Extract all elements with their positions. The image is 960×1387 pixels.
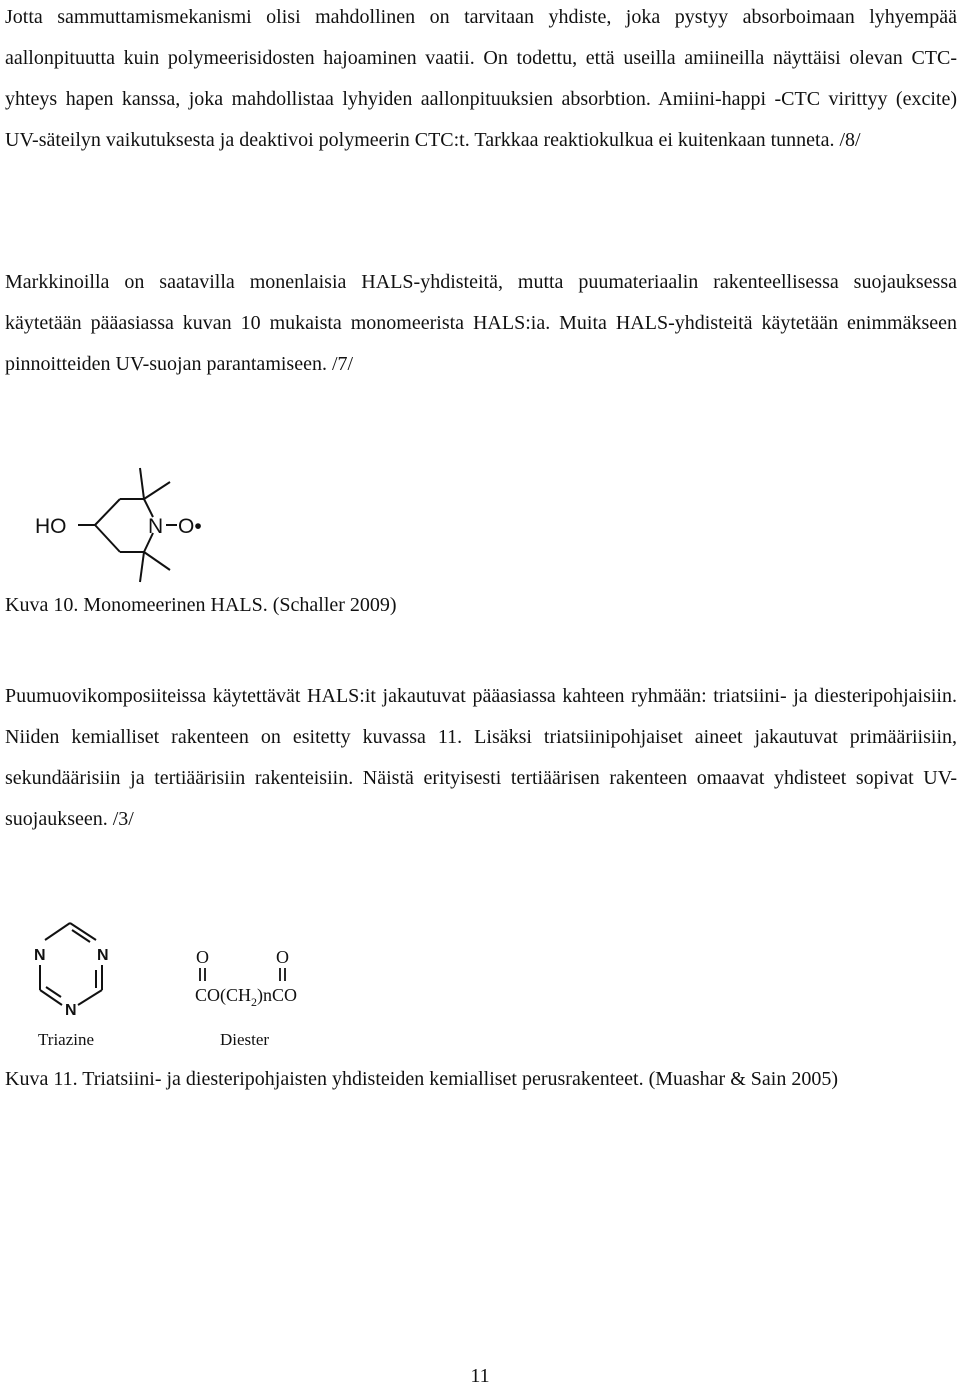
triazine-n-bottom: N — [65, 1002, 77, 1019]
paragraph-hals-wpc: Puumuovikomposiiteissa käytettävät HALS:it jakautuvat pääasiassa kahteen ryhmään: triatsiini- ja diesteripohjaisiin. Niiden kemialliset rakenteen on esitetty kuvassa 11. Lisäksi triatsiinipohjaiset aineet jakautuvat primääriisiin, sekundäärisiin ja tertiäärisiin rakenteisiin. Näistä erityisesti tertiäärisen rakenteen omaavat yhdisteet sopivat UV-suojaukseen. /3/ — [5, 685, 957, 830]
diester-double-bonds — [200, 968, 285, 981]
paragraph-hals-market: Markkinoilla on saatavilla monenlaisia HALS-yhdisteitä, mutta puumateriaalin rakenteellisessa suojauksessa käytetään pääasiassa kuvan 10 mukaista monomeerista HALS:ia. Muita HALS-yhdisteitä käytetään enimmäkseen pinnoitteiden UV-suojan parantamiseen. /7/ — [5, 271, 957, 375]
o-radical-label: O• — [178, 515, 202, 538]
ho-label: HO — [35, 515, 67, 538]
diester-name: Diester — [220, 1030, 270, 1049]
paragraph-ctc-mechanism: Jotta sammuttamismekanismi olisi mahdollinen on tarvitaan yhdiste, joka pystyy absorboimaan lyhyempää aallonpituutta kuin polymeerisidosten hajoaminen vaatii. On todettu, että useilla amiineilla näyttäisi olevan CTC-yhteys hapen kanssa, joka mahdollistaa lyhyiden aallonpituuksien absorbtion. Amiini-happi -CTC virittyy (excite) UV-säteilyn vaikutuksesta ja deaktivoi polymeerin CTC:t. Tarkkaa reaktiokulkua ei kuitenkaan tunneta. /8/ — [5, 6, 957, 151]
hals-structure-figure — [30, 462, 230, 587]
triazine-diester-figure — [30, 915, 330, 1055]
diester-o2: O — [276, 947, 289, 967]
triazine-ring — [40, 923, 102, 1005]
diester-formula: $CO(CH_2)nCO$ — [195, 985, 298, 1009]
triazine-n-right: N — [97, 947, 109, 964]
figure-10-caption: Kuva 10. Monomeerinen HALS. (Schaller 2009) — [5, 594, 397, 616]
n-label: N — [148, 515, 164, 538]
diester-o1: O — [196, 947, 209, 967]
page-number: 11 — [470, 1365, 490, 1387]
triazine-name: Triazine — [38, 1030, 95, 1049]
triazine-n-left: N — [34, 947, 46, 964]
figure-11-caption: Kuva 11. Triatsiini- ja diesteripohjaisten yhdisteiden kemialliset perusrakenteet. (Muashar & Sain 2005) — [5, 1068, 838, 1090]
